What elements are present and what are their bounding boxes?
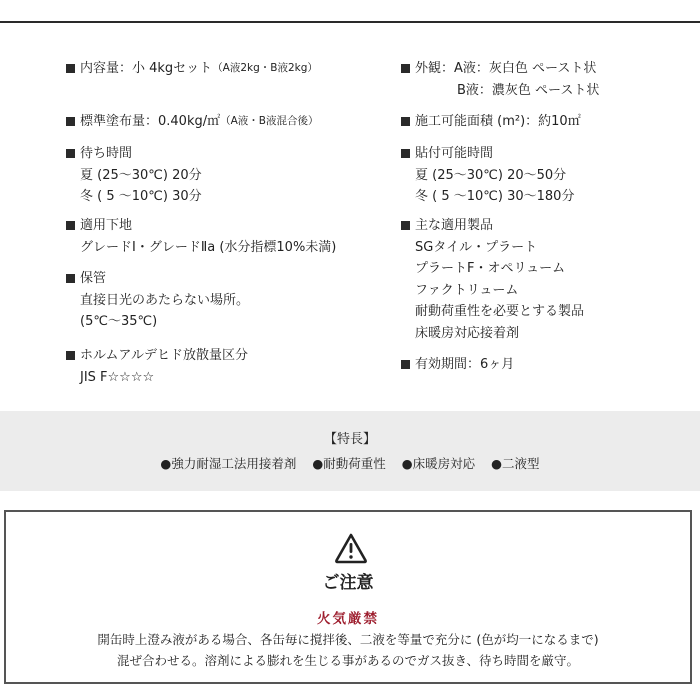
- spec-appearance: [401, 58, 599, 101]
- spec-substrate: [66, 215, 336, 258]
- features-band: [0, 411, 700, 491]
- spec-open-time: [401, 143, 574, 208]
- spec-line: 夏 (25〜30℃) 20〜50分: [415, 167, 567, 183]
- spec-label: 施工可能面積 (m²)：約10㎡: [415, 114, 581, 129]
- spec-line: 冬 ( 5 〜10℃) 30分: [80, 189, 202, 204]
- spec-label: ホルムアルデヒド放散量区分: [80, 348, 248, 363]
- spec-label: 待ち時間: [80, 146, 133, 161]
- spec-line: B液：濃灰色 ペースト状: [457, 82, 600, 98]
- spec-line: 直接日光のあたらない場所。: [80, 292, 250, 308]
- square-bullet-icon: [401, 360, 410, 369]
- square-bullet-icon: [401, 117, 410, 126]
- features-list: [0, 455, 700, 473]
- square-bullet-icon: [66, 149, 75, 158]
- spec-coverage: [66, 111, 319, 133]
- feature-item: ●二液型: [491, 456, 540, 471]
- caution-line: 混ぜ合わせる。溶剤による膨れを生じる事があるのでガス抜き、待ち時間を厳守。: [116, 653, 579, 668]
- caution-body: [6, 629, 690, 671]
- spec-line: 耐動荷重性を必要とする製品: [415, 304, 585, 319]
- spec-label: 主な適用製品: [415, 218, 494, 233]
- square-bullet-icon: [401, 149, 410, 158]
- spec-line: (5℃〜35℃): [80, 314, 158, 329]
- spec-label: 適用下地: [80, 218, 133, 233]
- spec-area: [401, 111, 581, 133]
- square-bullet-icon: [401, 221, 410, 230]
- spec-capacity: [66, 58, 318, 80]
- spec-label: 内容量：小 4kgセット: [80, 61, 213, 76]
- square-bullet-icon: [66, 64, 75, 73]
- spec-note: （A液・B液混合後）: [220, 115, 319, 127]
- square-bullet-icon: [66, 351, 75, 360]
- caution-title: ご注意: [322, 573, 374, 593]
- spec-label: 標準塗布量：0.40kg/㎡: [80, 114, 221, 129]
- features-title: 【特長】: [323, 432, 376, 447]
- square-bullet-icon: [66, 117, 75, 126]
- caution-line: 開缶時上澄み液がある場合、各缶毎に撹拌後、二液を等量で充分に (色が均一になるまで): [97, 632, 599, 647]
- feature-item: ●耐動荷重性: [312, 456, 386, 471]
- warning-triangle-icon: [334, 532, 368, 564]
- feature-item: ●強力耐湿工法用接着剤: [160, 456, 297, 471]
- spec-wait-time: [66, 143, 202, 208]
- caution-subtitle: 火気厳禁: [317, 611, 379, 627]
- spec-line: プラートF・オペリューム: [415, 261, 566, 276]
- square-bullet-icon: [66, 221, 75, 230]
- spec-line: ファクトリューム: [415, 282, 519, 298]
- spec-line: 夏 (25〜30℃) 20分: [80, 167, 202, 183]
- spec-line: 冬 ( 5 〜10℃) 30〜180分: [415, 189, 575, 204]
- square-bullet-icon: [401, 64, 410, 73]
- spec-label: 保管: [80, 271, 107, 286]
- spec-label: 貼付可能時間: [415, 146, 494, 161]
- square-bullet-icon: [66, 274, 75, 283]
- spec-line: グレードⅠ・グレードⅡa (水分指標10%未満): [80, 239, 337, 255]
- top-divider: [0, 21, 700, 23]
- spec-shelf-life: [401, 354, 514, 376]
- spec-line: 床暖房対応接着剤: [415, 325, 520, 341]
- spec-formaldehyde: [66, 345, 248, 388]
- spec-label: 有効期間：6ヶ月: [415, 357, 515, 372]
- spec-products: [401, 215, 584, 344]
- spec-line: SGタイル・プラート: [415, 239, 538, 255]
- feature-item: ●床暖房対応: [401, 456, 476, 471]
- spec-note: （A液2kg・B液2kg）: [212, 62, 318, 74]
- caution-box: [4, 510, 692, 684]
- spec-label: 外観：A液：灰白色 ペースト状: [415, 61, 597, 76]
- spec-line: JIS F☆☆☆☆: [80, 369, 155, 385]
- spec-storage: [66, 268, 249, 333]
